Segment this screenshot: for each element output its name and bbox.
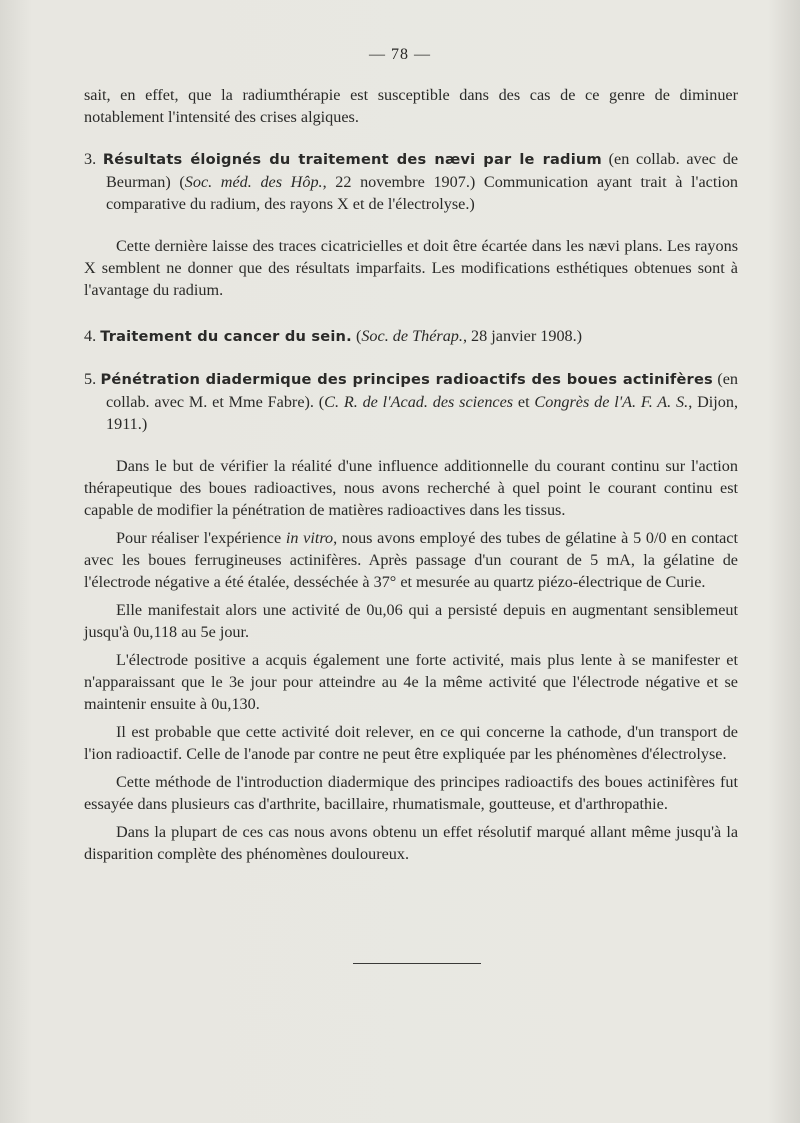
entry-4-number: 4. [84,327,97,345]
entry-3-text-a: (en collab. avec de Beurman) ( [106,150,738,191]
body-text [84,84,738,865]
entry-3 [84,148,738,215]
entry-5-title: Pénétration diadermique des principes radioactifs des boues actinifères [100,371,713,388]
entry-5-text-b: et [513,393,535,411]
entry-5 [84,368,738,435]
entry-4 [84,325,738,348]
entry-5-number: 5. [84,370,97,388]
paragraph-3: Elle manifestait alors une activité de 0u,06 qui a persisté depuis en augmentant sensiblemeut jusqu'à 0u,118 au 5e jour. [84,601,738,641]
entry-4-text-b: , 28 janvier 1908.) [462,327,583,345]
end-rule [353,963,481,964]
entry-4-title: Traitement du cancer du sein. [100,328,352,345]
paragraph-6: Cette méthode de l'introduction diadermique des principes radioactifs des boues actinifères fut essayée dans plusieurs cas d'arthrite, bacillaire, rhumatismale, goutteuse, et d'arthropathie. [84,773,738,813]
paragraph-2-text-b: , nous avons employé des tubes de gélatine à 5 0/0 en contact avec les boues ferrugineuses actinifères. Après passage d'un courant de 5 mA, la gélatine de l'électrode négative a été étalée, desséchée à 37° et mesurée au quartz piézo-électrique de Curie. [84,529,738,591]
entry-5-reference-2: Congrès de l'A. F. A. S. [534,393,689,411]
entry-3-title: Résultats éloignés du traitement des nævi par le radium [102,151,602,168]
entry-3-detail: Cette dernière laisse des traces cicatricielles et doit être écartée dans les nævi plans. Les rayons X semblent ne donner que des résultats imparfaits. Les modifications esthétiques obtenues sont à l'avantage du radium. [84,237,738,299]
paragraph-7: Dans la plupart de ces cas nous avons obtenu un effet résolutif marqué allant même jusqu'à la disparition complète des phénomènes douloureux. [84,823,738,863]
paragraph-2-text-a: Pour réaliser l'expérience [116,529,286,547]
entry-3-text-b: , 22 novembre 1907.) Communication ayant trait à l'action comparative du radium, des rayons X et de l'électrolyse.) [106,173,739,213]
entry-5-text-a: (en collab. avec M. et Mme Fabre). ( [106,370,738,411]
paragraph-continued: sait, en effet, que la radiumthérapie est susceptible dans des cas de ce genre de diminuer notablement l'intensité des crises algiques. [84,86,738,126]
entry-3-reference: Soc. méd. des Hôp. [184,173,323,191]
entry-4-reference: Soc. de Thérap. [361,327,463,345]
entry-4-text-a: ( [351,327,362,345]
entry-5-text-c: , Dijon, 1911.) [106,393,738,433]
paragraph-5: Il est probable que cette activité doit relever, en ce qui concerne la cathode, d'un transport de l'ion radioactif. Celle de l'anode par contre ne peut être expliquée par les phénomènes d'électrolyse. [84,723,738,763]
paragraph-2 [84,527,738,593]
entry-5-reference-1: C. R. de l'Acad. des sciences [324,393,514,411]
paragraph-4: L'électrode positive a acquis également une forte activité, mais plus lente à se manifester et n'apparaissant que le 3e jour pour atteindre au 4e la même activité que l'électrode négative et se maintenir ensuite à 0u,130. [84,651,738,713]
page-number: — 78 — [369,46,431,63]
entry-3-number: 3. [84,150,97,168]
paragraph-2-italic: in vitro [285,529,334,547]
paragraph-1: Dans le but de vérifier la réalité d'une influence additionnelle du courant continu sur l'action thérapeutique des boues radioactives, nous avons recherché à quel point le courant continu est capable de modifier la pénétration de matières radioactives dans les tissus. [84,457,738,519]
